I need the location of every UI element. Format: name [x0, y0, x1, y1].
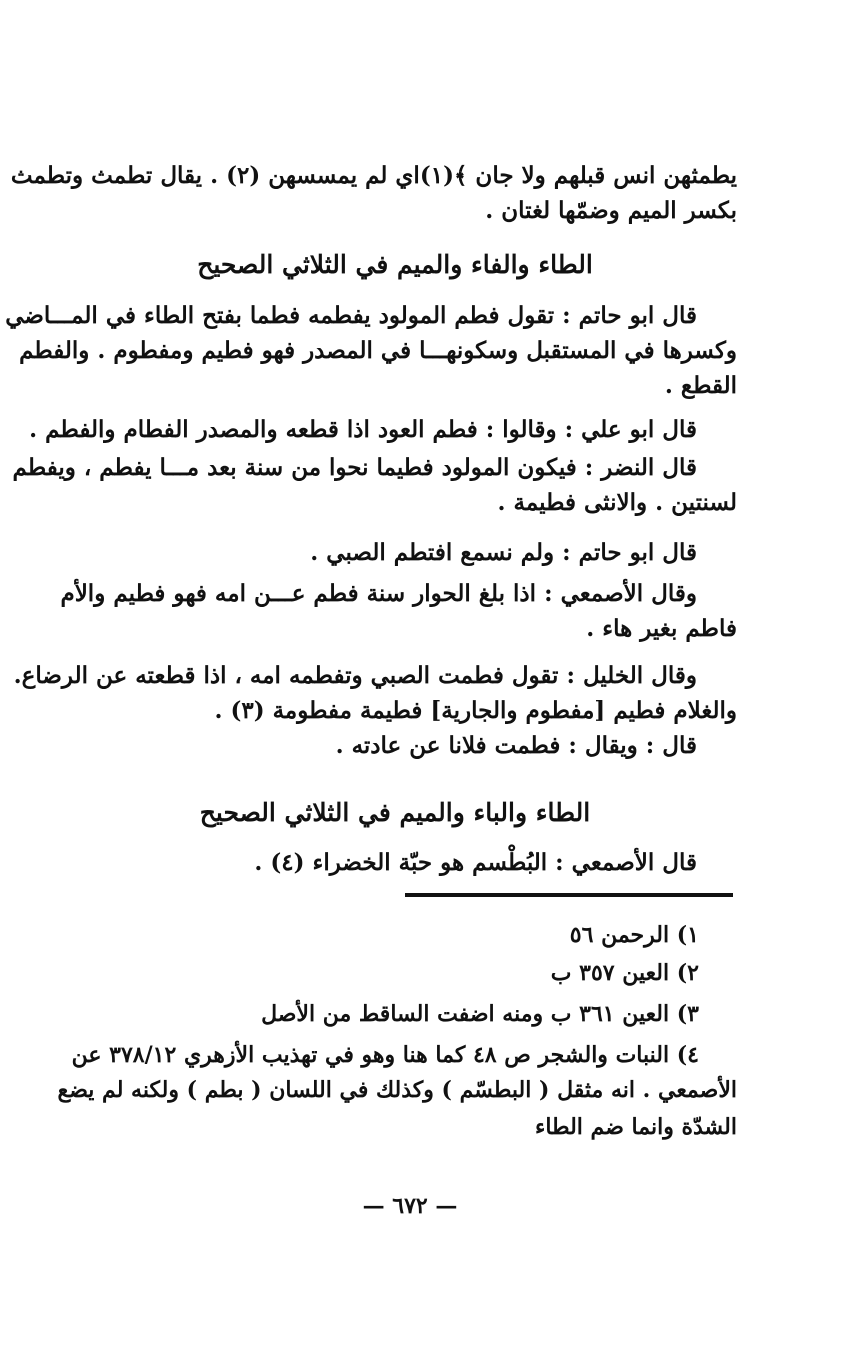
paragraph-2: [5, 298, 737, 403]
section-heading-1: الطاء والفاء والميم في الثلاثي الصحيح: [197, 250, 593, 279]
paragraph-2-line-3: القطع .: [664, 372, 737, 399]
section-heading-2: الطاء والباء والميم في الثلاثي الصحيح: [199, 798, 591, 827]
paragraph-6-line-1: وقال الأصمعي : اذا بلغ الحوار سنة فطم عـــن امه فهو فطيم والأم: [60, 580, 697, 607]
paragraph-8-line-1: قال الأصمعي : البُطْسم هو حبّة الخضراء (٤) .: [254, 849, 697, 876]
paragraph-7-line-1: وقال الخليل : تقول فطمت الصبي وتفطمه امه ، اذا قطعته عن الرضاع.: [13, 662, 697, 689]
footnote-4-line-3: الشدّة وانما ضم الطاء: [534, 1114, 737, 1140]
paragraph-4-line-2: لسنتين . والانثى فطيمة .: [497, 489, 737, 516]
paragraph-7-line-3: قال : ويقال : فطمت فلانا عن عادته .: [335, 732, 697, 759]
paragraph-6-line-2: فاطم بغير هاء .: [586, 615, 737, 642]
paragraph-6: [60, 576, 737, 646]
paragraph-8: [69, 845, 737, 880]
paragraph-4-line-1: قال النضر : فيكون المولود فطيما نحوا من سنة بعد مـــا يفطم ، ويفطم: [12, 454, 697, 481]
paragraph-1-line-2: بكسر الميم وضمّها لغتان .: [485, 197, 737, 224]
paragraph-3: [29, 412, 737, 447]
paragraph-2-line-1: قال ابو حاتم : تقول فطم المولود يفطمه فطما بفتح الطاء في المـــاضي: [5, 302, 697, 329]
paragraph-1: [10, 158, 737, 228]
footnote-2: ٢) العين ٣٥٧ ب: [550, 960, 699, 986]
footnote-1: ١) الرحمن ٥٦: [569, 922, 699, 948]
footnote-4-line-2: الأصمعي . انه مثقل ( البطسّم ) وكذلك في اللسان ( بطم ) ولكنه لم يضع: [57, 1077, 737, 1103]
footnote-3: ٣) العين ٣٦١ ب ومنه اضفت الساقط من الأصل: [261, 1001, 699, 1027]
paragraph-5: [69, 535, 737, 570]
paragraph-7-line-2: والغلام فطيم [مفطوم والجارية] فطيمة مفطومة (٣) .: [214, 697, 737, 724]
paragraph-3-line-1: قال ابو علي : وقالوا : فطم العود اذا قطعه والمصدر الفطام والفطم .: [29, 416, 697, 443]
footnote-4-line-1: ٤) النبات والشجر ص ٤٨ كما هنا وهو في تهذيب الأزهري ٣٧٨/١٢ عن: [71, 1042, 699, 1068]
paragraph-4: [12, 450, 737, 520]
footnote-separator: [405, 893, 733, 897]
paragraph-1-line-1: يطمثهن انس قبلهم ولا جان ﴾(١)اي لم يمسسهن (٢) . يقال تطمث وتطمث: [10, 162, 737, 189]
paragraph-2-line-2: وكسرها في المستقبل وسكونهـــا في المصدر فهو فطيم ومفطوم . والفطم: [19, 337, 737, 364]
page-number: — ٦٧٢ —: [362, 1193, 458, 1219]
paragraph-5-line-1: قال ابو حاتم : ولم نسمع افتطم الصبي .: [310, 539, 697, 566]
paragraph-7: [13, 658, 737, 763]
